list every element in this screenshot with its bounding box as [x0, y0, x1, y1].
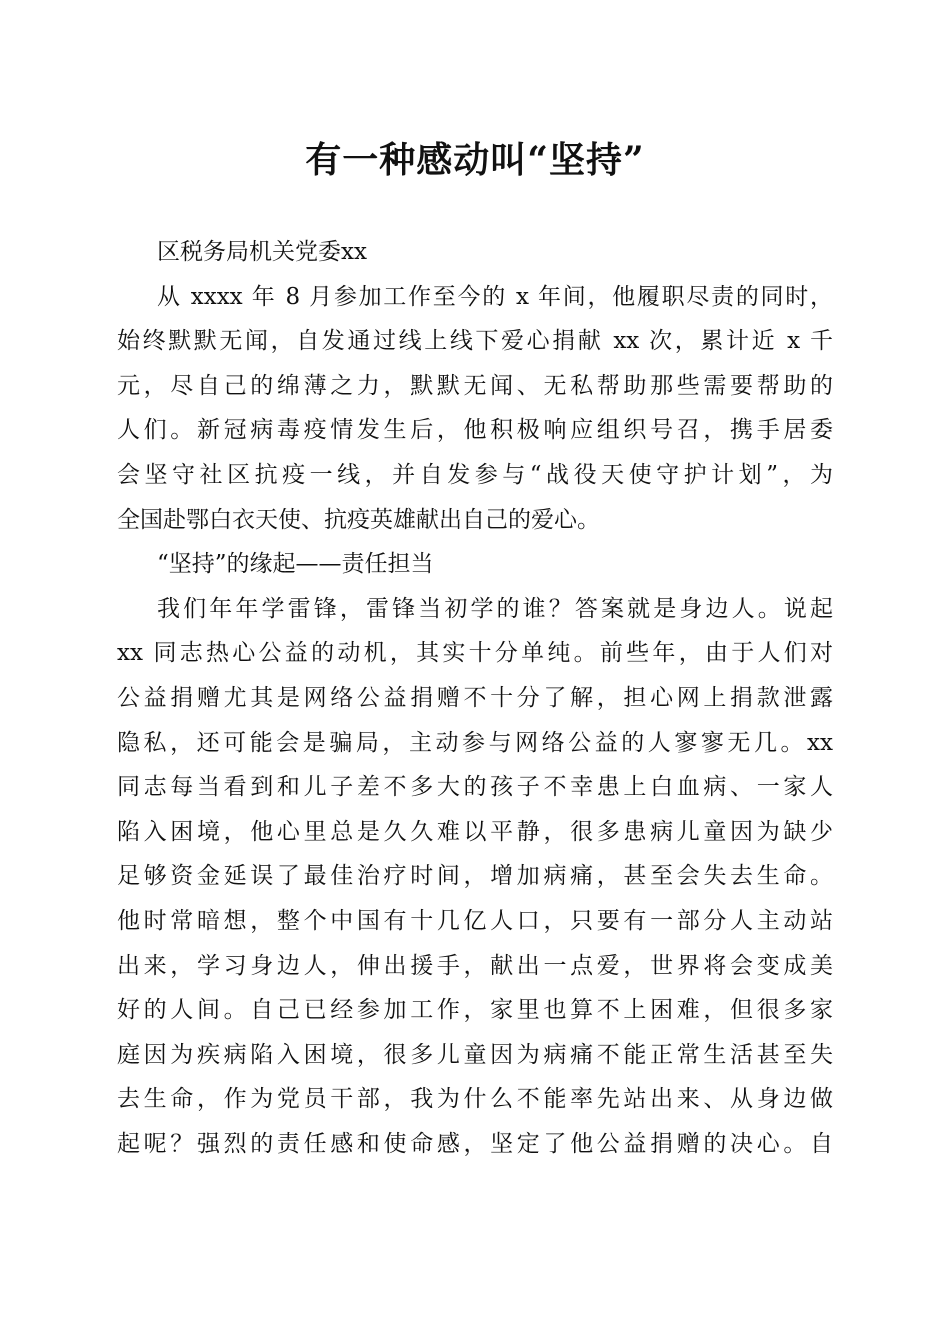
- paragraph-line: 元，尽自己的绵薄之力，默默无闻、无私帮助那些需要帮助的: [117, 372, 833, 399]
- paragraph-line: 隐私，还可能会是骗局，主动参与网络公益的人寥寥无几。xx: [117, 729, 833, 756]
- paragraph-line: 会坚守社区抗疫一线，并自发参与“战役天使守护计划”，为: [117, 461, 833, 488]
- paragraph-line: 足够资金延误了最佳治疗时间，增加病痛，甚至会失去生命。: [117, 863, 833, 890]
- document-title: 有一种感动叫“坚持”: [305, 139, 645, 181]
- paragraph-line: 去生命，作为党员干部，我为什么不能率先站出来、从身边做: [117, 1086, 833, 1113]
- paragraph-line: 陷入困境，他心里总是久久难以平静，很多患病儿童因为缺少: [117, 818, 833, 845]
- author-line: 区税务局机关党委xx: [157, 239, 367, 265]
- paragraph-line: 从 xxxx 年 8 月参加工作至今的 x 年间，他履职尽责的同时，: [157, 283, 833, 310]
- paragraph-line: 好的人间。自己已经参加工作，家里也算不上困难，但很多家: [117, 997, 833, 1024]
- paragraph-line: 全国赴鄂白衣天使、抗疫英雄献出自己的爱心。: [117, 506, 600, 533]
- paragraph-line: 始终默默无闻，自发通过线上线下爱心捐献 xx 次，累计近 x 千: [117, 328, 833, 355]
- paragraph-line: 同志每当看到和儿子差不多大的孩子不幸患上白血病、一家人: [117, 774, 833, 801]
- document-body: [117, 230, 833, 1166]
- paragraph-line: 公益捐赠尤其是网络公益捐赠不十分了解，担心网上捐款泄露: [117, 684, 833, 711]
- paragraph-line: 人们。新冠病毒疫情发生后，他积极响应组织号召，携手居委: [117, 417, 833, 444]
- section-heading: “坚持”的缘起——责任担当: [157, 551, 434, 578]
- paragraph-line: 他时常暗想，整个中国有十几亿人口，只要有一部分人主动站: [117, 907, 833, 934]
- paragraph-line: 庭因为疾病陷入困境，很多儿童因为病痛不能正常生活甚至失: [117, 1041, 833, 1068]
- paragraph-line: 起呢？强烈的责任感和使命感，坚定了他公益捐赠的决心。自: [117, 1130, 833, 1157]
- paragraph-line: 出来，学习身边人，伸出援手，献出一点爱，世界将会变成美: [117, 952, 833, 979]
- paragraph-line: 我们年年学雷锋，雷锋当初学的谁？答案就是身边人。说起: [157, 595, 833, 622]
- paragraph-line: xx 同志热心公益的动机，其实十分单纯。前些年，由于人们对: [117, 640, 833, 667]
